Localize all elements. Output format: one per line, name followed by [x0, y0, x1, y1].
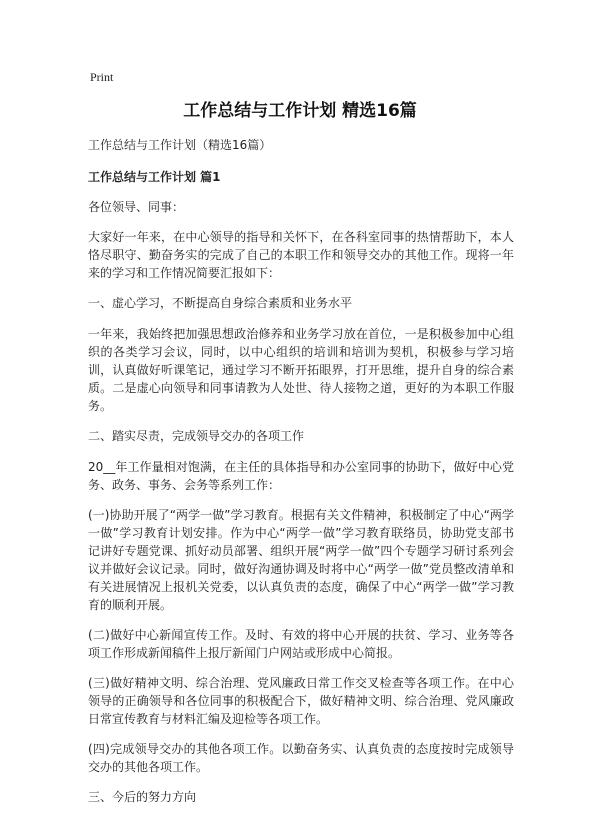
list-item-3: (三)做好精神文明、综合治理、党风廉政日常工作交叉检查等各项工作。在中心领导的正确领导和各位同事的积极配合下，做好精神文明、综合治理、党风廉政日常宣传教育与材料汇编及迎检等各项工作。: [88, 676, 514, 726]
greeting-paragraph: 各位领导、同事：: [88, 200, 185, 214]
document-body: [88, 136, 514, 819]
list-item-1: (一)协助开展了“两学一做”学习教育。根据有关文件精神，积极制定了中心“两学一做”学习教育计划安排。作为中心“两学一做”学习教育联络员，协助党支部书记讲好专题党课、抓好动员部署、组织开展“两学一做”四个专题学习研讨系列会议并做好会议记录。同时，做好沟通协调及时将中心“两学一做”党员整改清单和有关进展情况上报机关党委，以认真负责的态度，确保了中心“两学一做”学习教育的顺利开展。: [88, 508, 514, 612]
heading-3: 三、今后的努力方向: [88, 790, 197, 804]
print-label: Print: [90, 70, 114, 84]
section-title: 工作总结与工作计划 篇1: [88, 170, 221, 184]
intro-paragraph: 大家好一年来，在中心领导的指导和关怀下，在各科室同事的热情帮助下，本人恪尽职守、勤奋务实的完成了自己的本职工作和领导交办的其他工作。现将一年来的学习和工作情况简要汇报如下：: [88, 230, 514, 280]
list-item-2: (二)做好中心新闻宣传工作。及时、有效的将中心开展的扶贫、学习、业务等各项工作形成新闻稿件上报厅新闻门户网站或形成中心简报。: [88, 628, 514, 660]
paragraph-1: 一年来，我始终把加强思想政治修养和业务学习放在首位，一是积极参加中心组织的各类学习会议，同时，以中心组织的培训和培训为契机，积极参与学习培训，认真做好听课笔记，通过学习不断开拓眼界，打开思维，提升自身的综合素质。二是虚心向领导和同事请教为人处世、待人接物之道，更好的为本职工作服务。: [88, 327, 514, 413]
document-subtitle: 工作总结与工作计划（精选16篇）: [88, 138, 272, 152]
heading-2: 二、踏实尽责，完成领导交办的各项工作: [88, 429, 305, 443]
list-item-4: (四)完成领导交办的其他各项工作。以勤奋务实、认真负责的态度按时完成领导交办的其他各项工作。: [88, 742, 514, 774]
paragraph-2: 20__年工作量相对饱满，在主任的具体指导和办公室同事的协助下，做好中心党务、政务、事务、会务等系列工作：: [88, 460, 514, 492]
page-title: 工作总结与工作计划 精选16篇: [183, 101, 417, 121]
heading-1: 一、虚心学习，不断提高自身综合素质和业务水平: [88, 296, 353, 310]
